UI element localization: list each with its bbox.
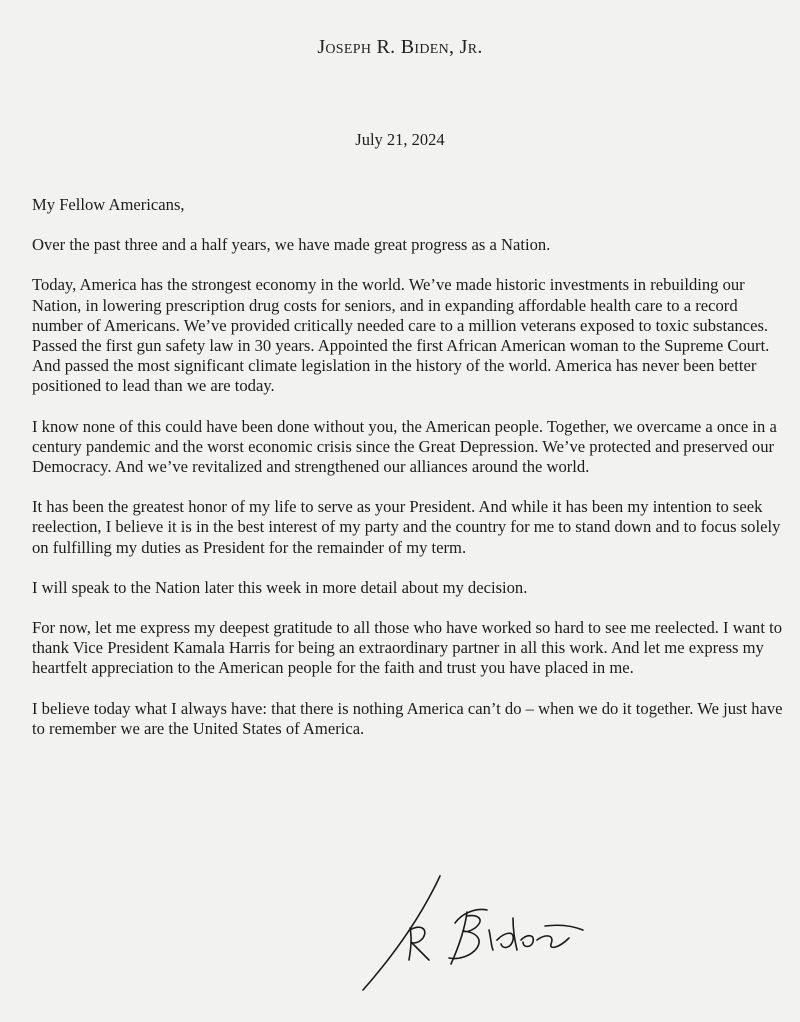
salutation: My Fellow Americans, — [32, 195, 185, 214]
paragraph-4: It has been the greatest honor of my life to serve as your President. And while it has been my intention to seek reelection, I believe it is in the best interest of my party and the country for me to stand down and to focus solely on fulfilling my duties as President for the remainder of my term. — [32, 497, 781, 557]
paragraph-2: Today, America has the strongest economy in the world. We’ve made historic investments in rebuilding our Nation, in lowering prescription drug costs for seniors, and in expanding affordable health care to a record number of Americans. We’ve provided critically needed care to a million veterans exposed to toxic substances. Passed the first gun safety law in 30 years. Appointed the first African American woman to the Supreme Court. And passed the most significant climate legislation in the history of the world. America has never been better positioned to lead than we are today. — [32, 275, 770, 396]
letter-body — [32, 195, 784, 759]
letter-date: July 21, 2024 — [355, 130, 445, 149]
paragraph-1: Over the past three and a half years, we have made great progress as a Nation. — [32, 235, 551, 255]
paragraph-6: For now, let me express my deepest gratitude to all those who have worked so hard to see me reelected. I want to thank Vice President Kamala Harris for being an extraordinary partner in all this work. And let me express my heartfelt appreciation to the American people for the faith and trust you have placed in me. — [32, 618, 783, 678]
paragraph-3: I know none of this could have been done without you, the American people. Together, we overcame a once in a century pandemic and the worst economic crisis since the Great Depression. We’ve protected and preserved our Democracy. And we’ve revitalized and strengthened our alliances around the world. — [32, 416, 777, 477]
paragraph-5: I will speak to the Nation later this week in more detail about my decision. — [32, 577, 528, 597]
paragraph-7: I believe today what I always have: that there is nothing America can’t do – when we do it together. We just have to remember we are the United States of America. — [32, 698, 783, 738]
letterhead-name: Joseph R. Biden, Jr. — [317, 36, 483, 58]
handwritten-signature-icon — [355, 868, 605, 998]
